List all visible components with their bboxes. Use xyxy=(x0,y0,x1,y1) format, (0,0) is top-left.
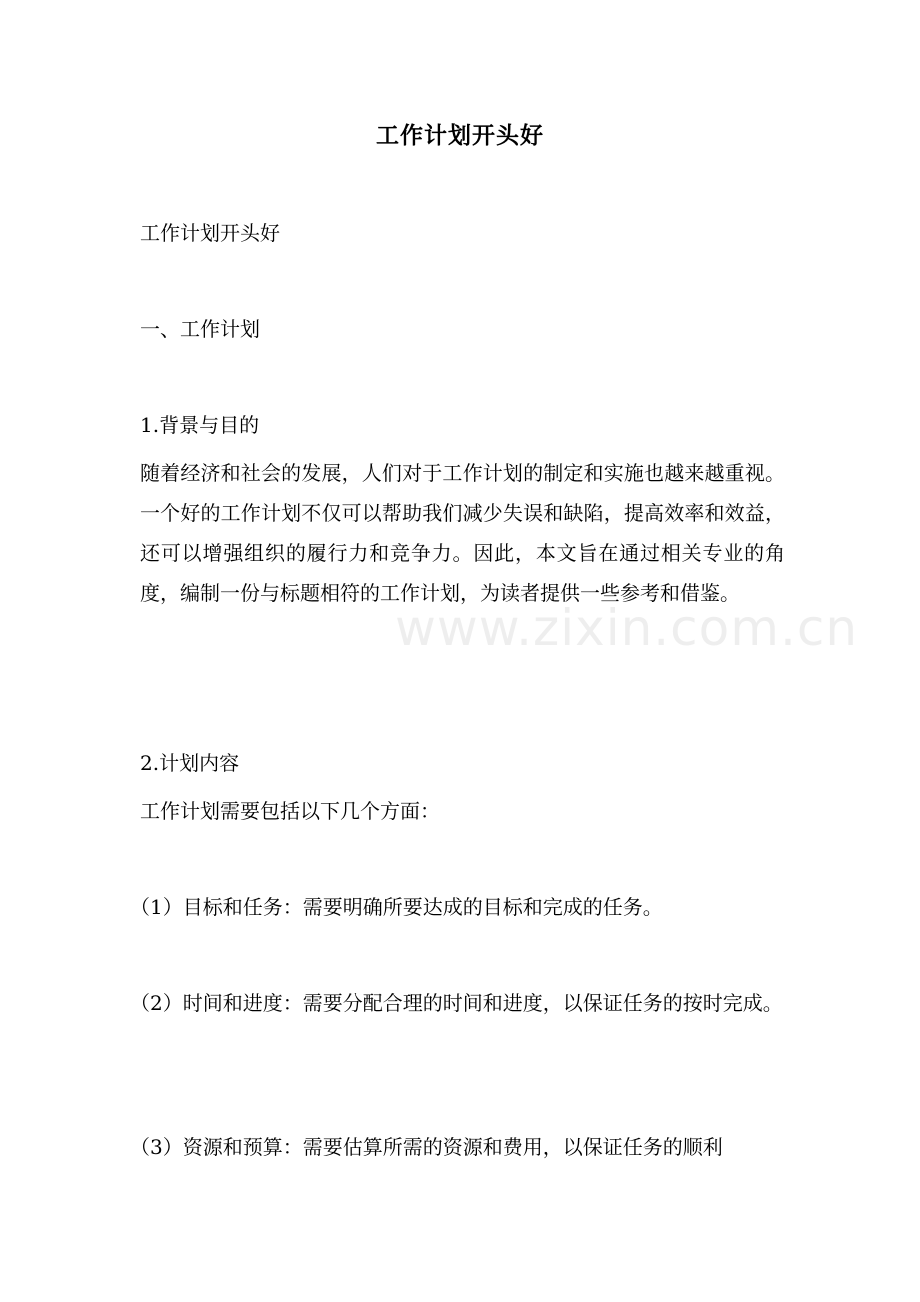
background-heading: 1.背景与目的 xyxy=(140,413,260,437)
plan-content-intro: 工作计划需要包括以下几个方面： xyxy=(140,799,440,823)
background-paragraph: 随着经济和社会的发展，人们对于工作计划的制定和实施也越来越重视。一个好的工作计划不仅可以帮助我们减少失误和缺陷，提高效率和效益，还可以增强组织的履行力和竞争力。因此，本文旨在通过相关专业的角度，编制一份与标题相符的工作计划，为读者提供一些参考和借鉴。 xyxy=(140,461,785,605)
plan-item-2: （2）时间和进度：需要分配合理的时间和进度，以保证任务的按时完成。 xyxy=(130,991,783,1015)
document-subtitle: 工作计划开头好 xyxy=(140,221,280,245)
watermark: www.zixin.com.cn xyxy=(395,599,859,657)
section-heading: 一、工作计划 xyxy=(140,317,260,341)
plan-item-3: （3）资源和预算：需要估算所需的资源和费用，以保证任务的顺利 xyxy=(130,1135,723,1159)
document-title: 工作计划开头好 xyxy=(376,123,544,149)
plan-item-1: （1）目标和任务：需要明确所要达成的目标和完成的任务。 xyxy=(130,895,663,919)
plan-content-heading: 2.计划内容 xyxy=(140,751,240,775)
